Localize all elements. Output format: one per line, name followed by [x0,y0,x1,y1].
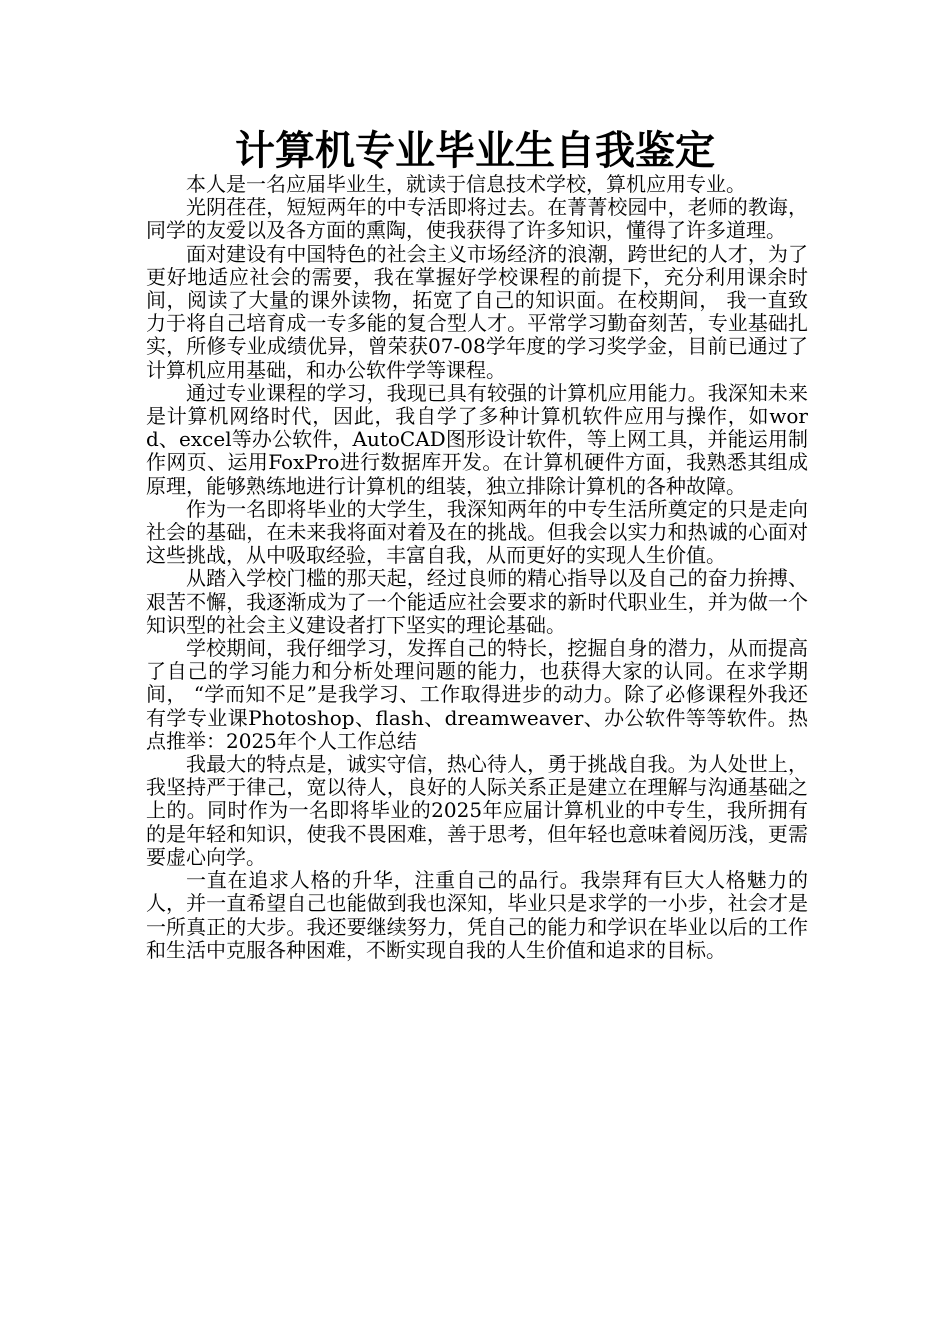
paragraph-7: 学校期间，我仔细学习，发挥自己的特长，挖掘自身的潜力，从而提高了自己的学习能力和分析处理问题的能力，也获得大家的认同。在求学期间， “学而知不足”是我学习、工作取得进步的动力。除了必修课程外我还有学专业课Photoshop、flash、dreamweaver、办公软件等等软件。热点推举：2025年个人工作总结 [146,636,808,753]
paragraph-3: 面对建设有中国特色的社会主义市场经济的浪潮，跨世纪的人才，为了更好地适应社会的需要，我在掌握好学校课程的前提下，充分利用课余时间，阅读了大量的课外读物，拓宽了自己的知识面。在校期间， 我一直致力于将自己培育成一专多能的复合型人才。平常学习勤奋刻苦，专业基础扎实，所修专业成绩优异，曾荣获07-08学年度的学习奖学金，目前已通过了计算机应用基础，和办公软件学等课程。 [146,241,808,382]
paragraph-8: 我最大的特点是，诚实守信，热心待人，勇于挑战自我。为人处世上，我坚持严于律己，宽以待人，良好的人际关系正是建立在理解与沟通基础之上的。同时作为一名即将毕业的2025年应届计算机业的中专生，我所拥有的是年轻和知识，使我不畏困难，善于思考，但年轻也意味着阅历浅，更需要虚心向学。 [146,752,808,869]
paragraph-6: 从踏入学校门槛的那天起，经过良师的精心指导以及自己的奋力拚搏、艰苦不懈，我逐渐成为了一个能适应社会要求的新时代职业生，并为做一个知识型的社会主义建设者打下坚实的理论基础。 [146,566,808,637]
paragraph-5: 作为一名即将毕业的大学生，我深知两年的中专生活所奠定的只是走向社会的基础，在未来我将面对着及在的挑战。但我会以实力和热诚的心面对这些挑战，从中吸取经验，丰富自我，从而更好的实现人生价值。 [146,496,808,568]
paragraph-4: 通过专业课程的学习，我现已具有较强的计算机应用能力。我深知未来是计算机网络时代，因此，我自学了多种计算机软件应用与操作，如word、excel等办公软件，AutoCAD图形设计软件，等上网工具，并能运用制作网页、运用FoxPro进行数据库开发。在计算机硬件方面，我熟悉其组成原理，能够熟练地进行计算机的组装，独立排除计算机的各种故障。 [146,380,808,498]
document-body [146,173,808,962]
document-title: 计算机专业毕业生自我鉴定 [235,128,715,174]
paragraph-2: 光阴荏荏，短短两年的中专活即将过去。在菁菁校园中，老师的教诲，同学的友爱以及各方面的熏陶，使我获得了许多知识，懂得了许多道理。 [146,195,808,243]
paragraph-9: 一直在追求人格的升华，注重自己的品行。我崇拜有巨大人格魅力的人，并一直希望自己也能做到我也深知，毕业只是求学的一小步，社会才是一所真正的大步。我还要继续努力，凭自己的能力和学识在毕业以后的工作和生活中克服各种困难，不断实现自我的人生价值和追求的目标。 [146,868,808,962]
paragraph-1: 本人是一名应届毕业生，就读于信息技术学校，算机应用专业。 [186,172,746,196]
